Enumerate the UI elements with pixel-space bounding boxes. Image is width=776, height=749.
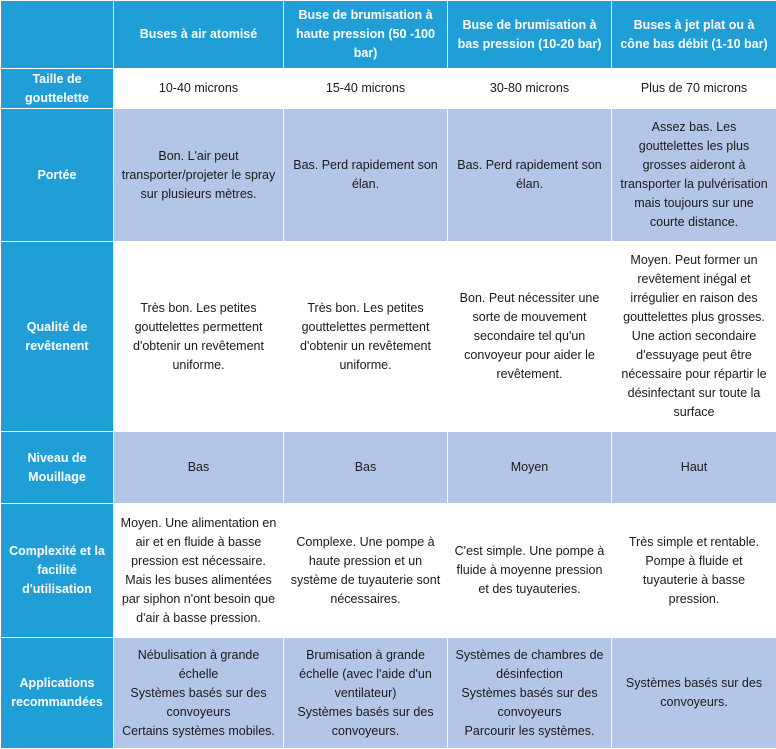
table-cell: [114, 504, 284, 638]
cell-text: Très bon. Les petites gouttelettes permettent d'obtenir un revêtement uniforme.: [290, 299, 441, 375]
table-cell: [612, 638, 776, 749]
cell-text: Complexe. Une pompe à haute pression et un système de tuyauterie sont nécessaires.: [290, 533, 441, 609]
cell-text: Systèmes de chambres de désinfection: [454, 646, 605, 684]
table-cell: [448, 504, 612, 638]
cell-text: Systèmes basés sur des convoyeurs.: [290, 703, 441, 741]
column-header-bas-pression: Buse de brumisation à bas pression (10-20 bar): [448, 1, 612, 69]
table-cell: [284, 504, 448, 638]
cell-text: Parcourir les systèmes.: [454, 722, 605, 741]
table-cell: [448, 109, 612, 242]
table-row-taille: [1, 69, 776, 109]
table-cell: [114, 109, 284, 242]
cell-text: Bon. L'air peut transporter/projeter le spray sur plusieurs mètres.: [120, 147, 277, 204]
table-cell: [284, 638, 448, 749]
cell-text: Nébulisation à grande échelle: [120, 646, 277, 684]
cell-text: Bas: [120, 458, 277, 477]
table-cell: [114, 638, 284, 749]
column-header-air-atomise: Buses à air atomisé: [114, 1, 284, 69]
cell-text: Moyen. Une alimentation en air et en fluide à basse pression est nécessaire. Mais les buses alimentées par siphon n'ont besoin que d'air à basse pression.: [120, 514, 277, 628]
cell-text: Systèmes basés sur des convoyeurs: [454, 684, 605, 722]
row-header-portee: Portée: [1, 109, 114, 242]
column-header-haute-pression: Buse de brumisation à haute pression (50 -100 bar): [284, 1, 448, 69]
cell-text: Très simple et rentable. Pompe à fluide et tuyauterie à basse pression.: [618, 533, 770, 609]
table-cell: [284, 432, 448, 504]
cell-text: Systèmes basés sur des convoyeurs.: [618, 674, 770, 712]
cell-text: Très bon. Les petites gouttelettes permettent d'obtenir un revêtement uniforme.: [120, 299, 277, 375]
cell-text: Bas. Perd rapidement son élan.: [454, 156, 605, 194]
table-cell: [114, 432, 284, 504]
table-cell: [284, 69, 448, 109]
row-header-taille: Taille de gouttelette: [1, 69, 114, 109]
table-cell: [612, 69, 776, 109]
table-row-complexite: [1, 504, 776, 638]
table-cell: [448, 69, 612, 109]
row-header-qualite: Qualité de revêtenent: [1, 242, 114, 432]
table-cell: [114, 242, 284, 432]
cell-text: C'est simple. Une pompe à fluide à moyenne pression et des tuyauteries.: [454, 542, 605, 599]
cell-text: Bas: [290, 458, 441, 477]
cell-text: Systèmes basés sur des convoyeurs: [120, 684, 277, 722]
cell-text: Haut: [618, 458, 770, 477]
corner-cell: [1, 1, 114, 69]
table-row-qualite: [1, 242, 776, 432]
table-cell: [612, 242, 776, 432]
cell-text: Certains systèmes mobiles.: [120, 722, 277, 741]
cell-text: 10-40 microns: [120, 79, 277, 98]
cell-text: Bas. Perd rapidement son élan.: [290, 156, 441, 194]
cell-text: Assez bas. Les gouttelettes les plus grosses aideront à transporter la pulvérisation mais toujours sur une courte distance.: [618, 118, 770, 232]
row-header-mouillage: Niveau de Mouillage: [1, 432, 114, 504]
table-row-mouillage: [1, 432, 776, 504]
table-cell: [114, 69, 284, 109]
cell-text: Plus de 70 microns: [618, 79, 770, 98]
table-row-applications: [1, 638, 776, 749]
table-cell: [612, 504, 776, 638]
row-header-complexite: Complexité et la facilité d'utilisation: [1, 504, 114, 638]
column-header-jet-plat: Buses à jet plat ou à cône bas débit (1-10 bar): [612, 1, 776, 69]
cell-text: Moyen: [454, 458, 605, 477]
table-cell: [284, 242, 448, 432]
cell-text: 30-80 microns: [454, 79, 605, 98]
cell-text: 15-40 microns: [290, 79, 441, 98]
row-header-applications: Applications recommandées: [1, 638, 114, 749]
cell-text: Bon. Peut nécessiter une sorte de mouvement secondaire tel qu'un convoyeur pour aider le revêtement.: [454, 289, 605, 384]
table-cell: [284, 109, 448, 242]
table-cell: [612, 109, 776, 242]
header-row: [1, 1, 776, 69]
table-row-portee: [1, 109, 776, 242]
table-cell: [448, 242, 612, 432]
cell-text: Moyen. Peut former un revêtement inégal et irrégulier en raison des gouttelettes plus grosses. Une action secondaire d'essuyage peut être nécessaire pour répartir le désinfectant sur toute la surface: [618, 251, 770, 422]
table-cell: [612, 432, 776, 504]
table-cell: [448, 638, 612, 749]
cell-text: Brumisation à grande échelle (avec l'aide d'un ventilateur): [290, 646, 441, 703]
table-cell: [448, 432, 612, 504]
